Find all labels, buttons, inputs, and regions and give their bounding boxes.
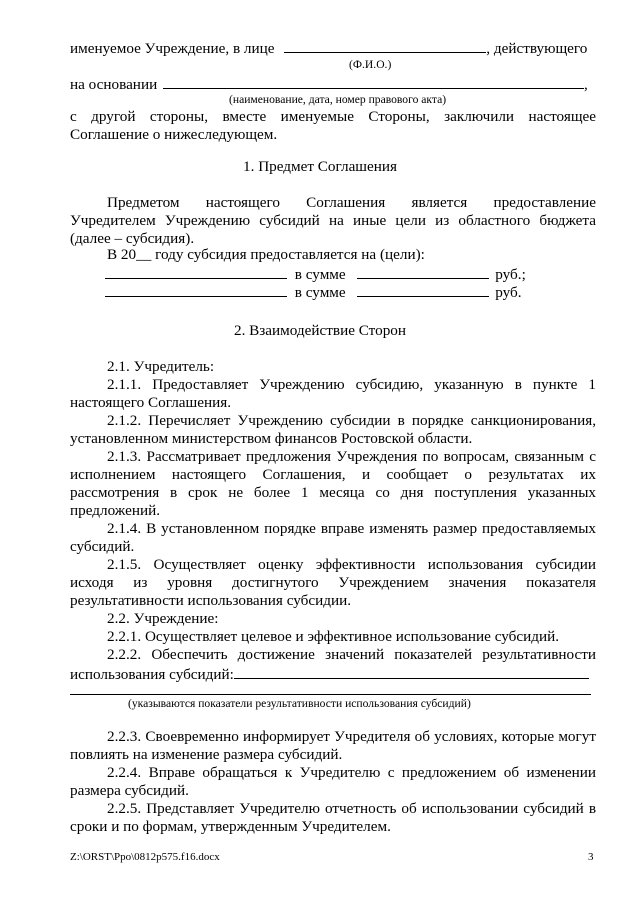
indicators-blank-line <box>70 694 591 695</box>
sum-label: в сумме <box>294 266 346 283</box>
legal-act-blank <box>163 74 584 89</box>
clause-2-2-4-line: размера субсидий. <box>70 782 189 799</box>
preamble-text: именуемое Учреждение, в лице <box>70 40 275 57</box>
clause-2-2-5-line: сроки и по формам, утвержденным Учредителем. <box>70 818 391 835</box>
purpose-row-2 <box>105 282 522 303</box>
clause-2-1-2-line: установленном министерством финансов Ростовской области. <box>70 430 473 447</box>
s1-paragraph-line: Учредителем Учреждению субсидий на иные цели из областного бюджета <box>70 212 596 229</box>
clause-2-1-4-line: субсидий. <box>70 538 135 555</box>
section-2-heading: 2. Взаимодействие Сторон <box>233 322 407 339</box>
clause-2-1-3-line: исполнением настоящего Соглашения, и сообщает о результатах их <box>70 466 596 483</box>
caption-legal-act: (наименование, дата, номер правового акта) <box>229 93 447 106</box>
clause-2-2-2-line <box>70 664 596 685</box>
s1-paragraph-line: Предметом настоящего Соглашения является предоставление <box>107 194 596 211</box>
preamble-text: на основании <box>70 76 158 93</box>
footer-file-path: Z:\ORST\Ppo\0812p575.f16.docx <box>70 851 220 863</box>
caption-indicators: (указываются показатели результативности использования субсидий) <box>128 697 471 710</box>
purpose-blank <box>105 264 287 279</box>
sum-label: в сумме <box>294 284 346 301</box>
clause-2-1-3-line: рассмотрения в срок не более 1 месяца со дня поступления указанных <box>70 484 596 501</box>
clause-2-1-5-line: результативности использования субсидии. <box>70 592 352 609</box>
page-number: 3 <box>588 851 594 863</box>
fio-blank <box>284 38 486 53</box>
caption-fio: (Ф.И.О.) <box>349 58 392 71</box>
amount-blank <box>357 264 489 279</box>
rub-label: руб.; <box>495 266 526 283</box>
clause-2-1-5-line: 2.1.5. Осуществляет оценку эффективности использования субсидии <box>107 556 596 573</box>
preamble-line-4: Соглашение о нижеследующем. <box>70 126 278 143</box>
clause-2-2-3-line: 2.2.3. Своевременно информирует Учредителя об условиях, которые могут <box>107 728 596 745</box>
preamble-text: , <box>584 76 588 93</box>
clause-2-1-5-line: исходя из уровня достигнутого Учреждением значения показателя <box>70 574 596 591</box>
clause-2-1-1-line: настоящего Соглашения. <box>70 394 231 411</box>
preamble-line-3: с другой стороны, вместе именуемые Стороны, заключили настоящее <box>70 108 596 125</box>
purpose-blank <box>105 282 287 297</box>
clause-2-2-2-line: 2.2.2. Обеспечить достижение значений показателей результативности <box>107 646 596 663</box>
clause-2-2-3-line: повлиять на изменение размера субсидий. <box>70 746 343 763</box>
clause-text: использования субсидий: <box>70 666 234 683</box>
clause-2-2-4-line: 2.2.4. Вправе обращаться к Учредителю с предложением об изменении <box>107 764 596 781</box>
s1-paragraph-line: (далее – субсидия). <box>70 230 195 247</box>
clause-2-2-5-line: 2.2.5. Представляет Учредителю отчетность об использовании субсидий в <box>107 800 596 817</box>
clause-2-1-2-line: 2.1.2. Перечисляет Учреждению субсидии в порядке санкционирования, <box>107 412 596 429</box>
clause-2-1-3-line: предложений. <box>70 502 160 519</box>
clause-2-1: 2.1. Учредитель: <box>107 358 215 375</box>
clause-2-2: 2.2. Учреждение: <box>107 610 219 627</box>
s1-purposes-intro: В 20__ году субсидия предоставляется на (цели): <box>107 246 425 263</box>
preamble-line-1 <box>70 38 596 59</box>
clause-2-1-4-line: 2.1.4. В установленном порядке вправе изменять размер предоставляемых <box>107 520 596 537</box>
clause-2-1-1-line: 2.1.1. Предоставляет Учреждению субсидию, указанную в пункте 1 <box>107 376 596 393</box>
amount-blank <box>357 282 489 297</box>
preamble-line-2 <box>70 74 596 95</box>
preamble-text: , действующего <box>486 40 588 57</box>
rub-label: руб. <box>495 284 522 301</box>
clause-2-1-3-line: 2.1.3. Рассматривает предложения Учреждения по вопросам, связанным с <box>107 448 596 465</box>
indicators-blank <box>234 664 589 679</box>
section-1-heading: 1. Предмет Соглашения <box>243 158 397 175</box>
clause-2-2-1: 2.2.1. Осуществляет целевое и эффективное использование субсидий. <box>107 628 560 645</box>
